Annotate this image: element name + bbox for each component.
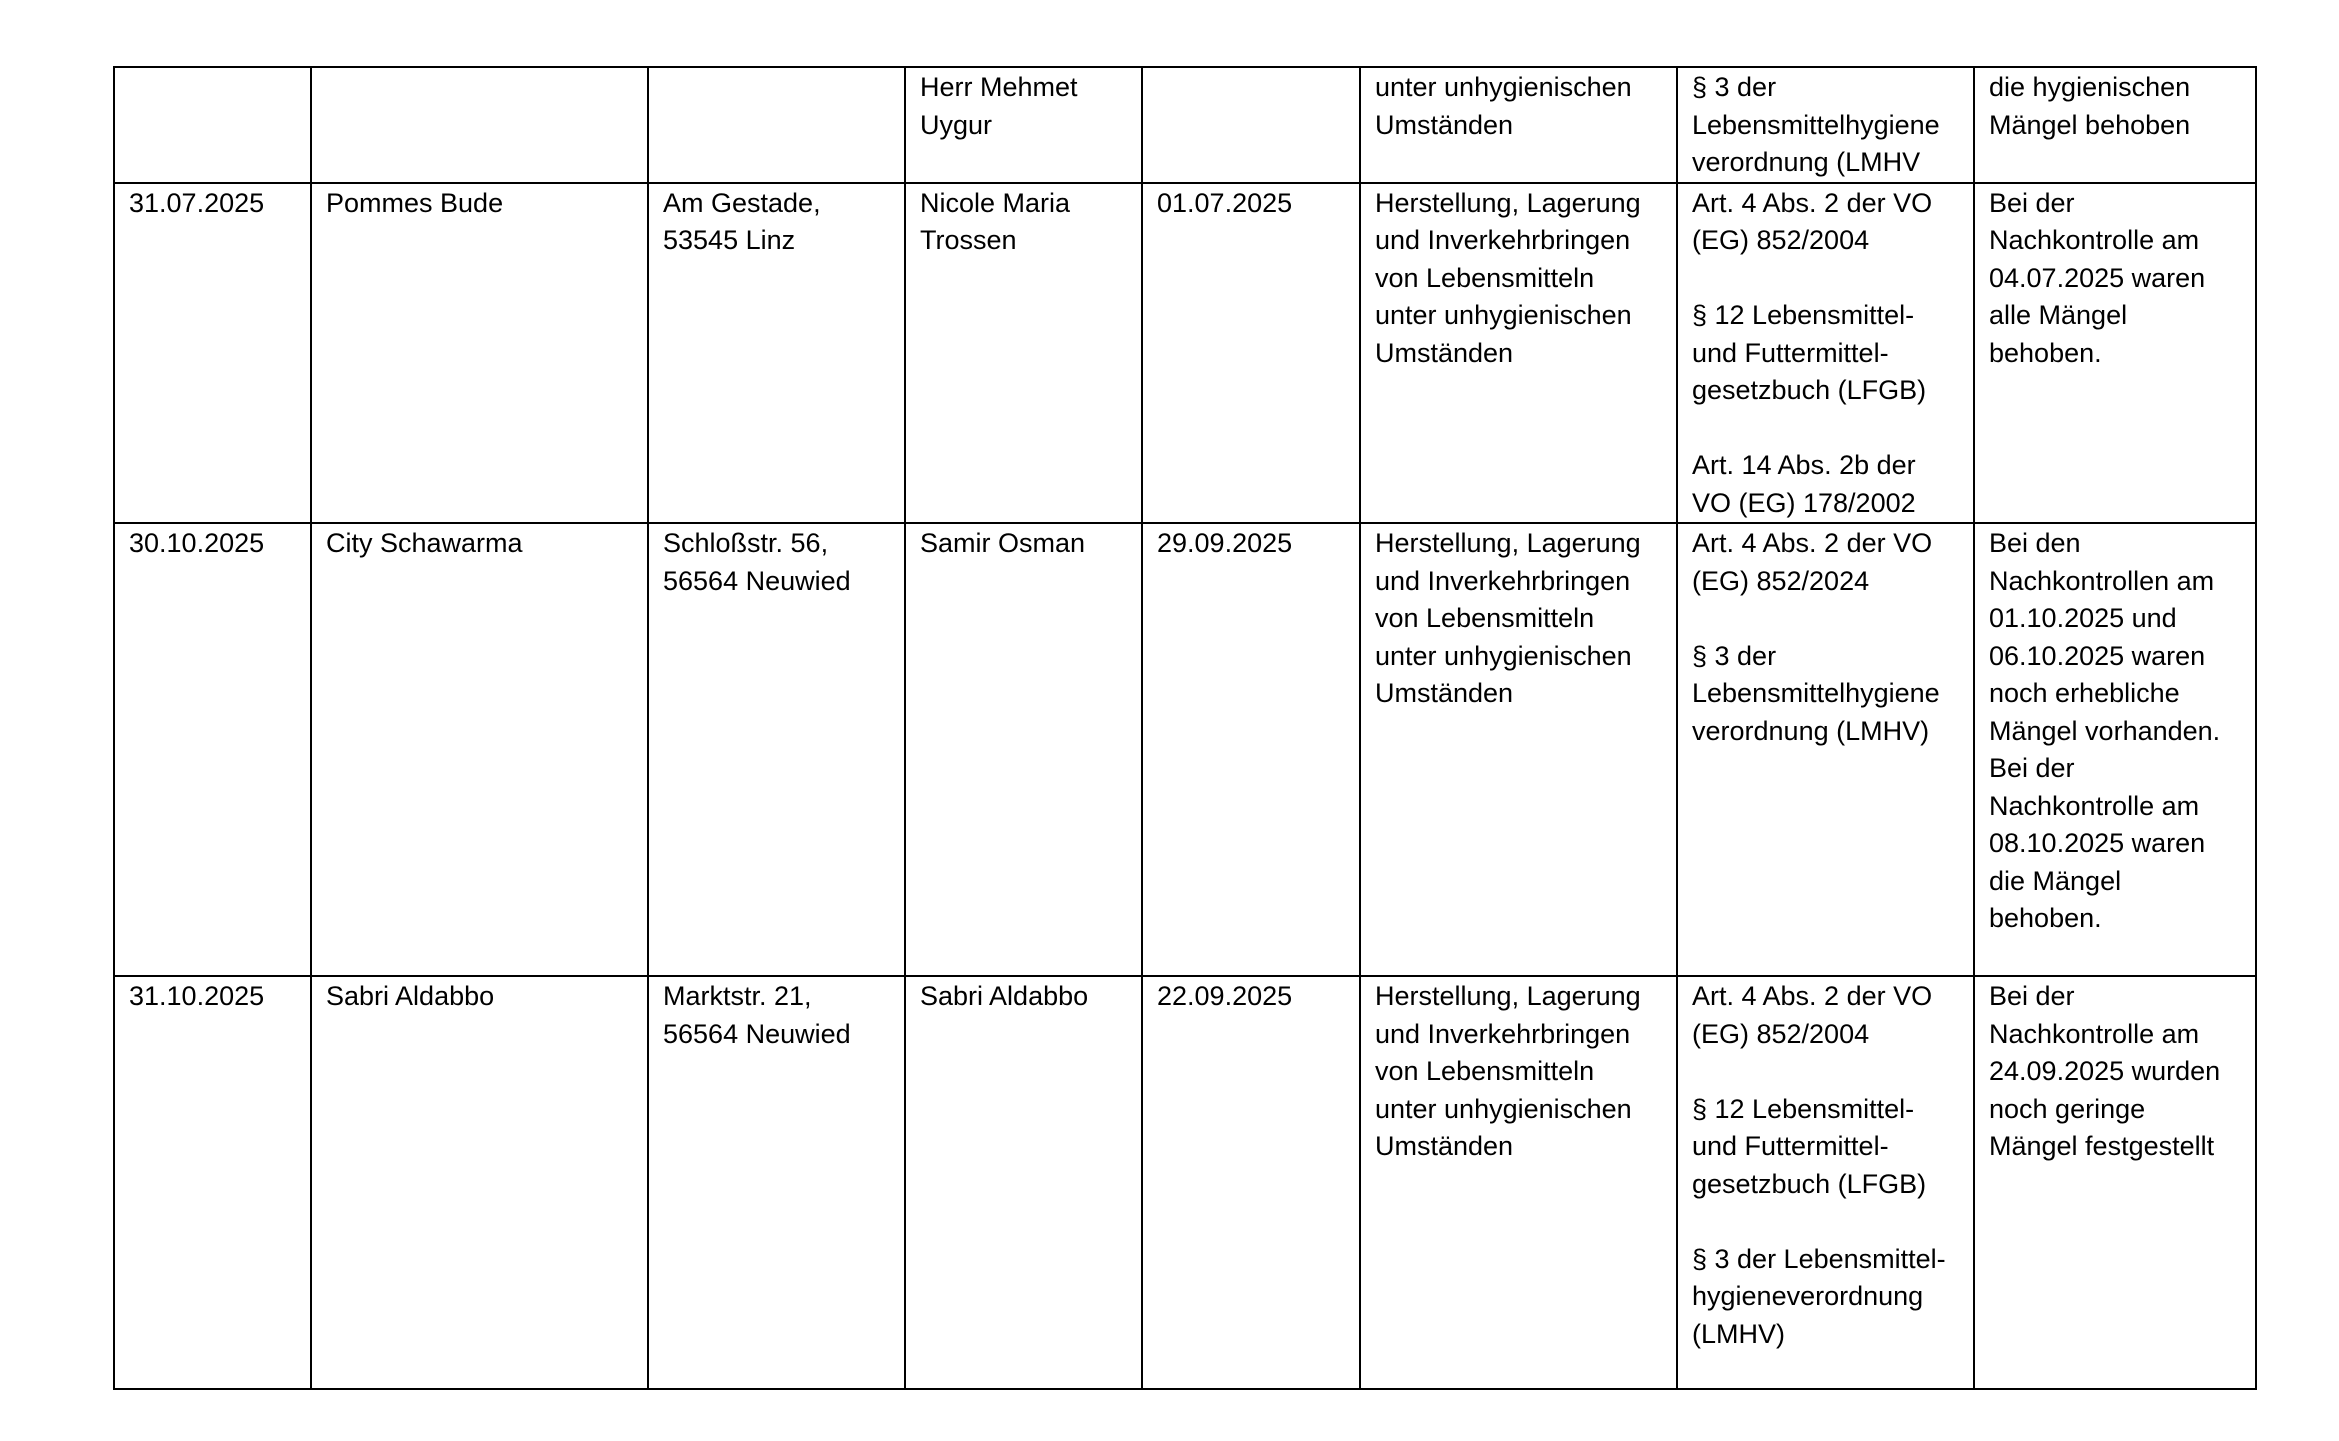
table-body	[114, 67, 2256, 1389]
legal-basis-line: gesetzbuch (LFGB)	[1692, 375, 1927, 405]
remarks-line: 06.10.2025 waren	[1989, 640, 2206, 671]
remarks-line: Nachkontrolle am	[1989, 1018, 2200, 1049]
violation-line: unter unhygienischen	[1375, 1093, 1632, 1124]
violation-line: Herstellung, Lagerung	[1375, 187, 1641, 218]
address-line: 56564 Neuwied	[663, 1018, 851, 1049]
remarks-cell	[1974, 67, 2256, 183]
operator-line: Uygur	[920, 109, 993, 140]
business-cell	[311, 523, 648, 976]
violation-line: von Lebensmitteln	[1375, 603, 1595, 633]
violation-line: Herstellung, Lagerung	[1375, 981, 1641, 1011]
operator-cell	[905, 67, 1142, 183]
date-cell	[114, 67, 311, 183]
table-row	[114, 976, 2256, 1389]
inspection-date-text: 22.09.2025	[1157, 981, 1293, 1011]
inspection-date-cell	[1142, 523, 1360, 976]
paragraph-gap	[1692, 260, 1959, 298]
paragraph-gap	[1692, 1203, 1959, 1241]
legal-basis-line: (LMHV)	[1692, 1318, 1785, 1349]
legal-basis-line: VO (EG) 178/2002	[1692, 487, 1916, 518]
violation-line: von Lebensmitteln	[1375, 1056, 1595, 1086]
inspection-date-text: 29.09.2025	[1157, 528, 1293, 558]
legal-basis-line: Lebensmittelhygiene	[1692, 109, 1940, 140]
remarks-line: Nachkontrolle am	[1989, 790, 2200, 821]
remarks-line: Bei der	[1989, 753, 2075, 783]
legal-basis-cell	[1677, 523, 1974, 976]
address-line: 53545 Linz	[663, 225, 796, 255]
legal-basis-line: (EG) 852/2004	[1692, 1018, 1870, 1049]
business-cell	[311, 976, 648, 1389]
legal-basis-cell	[1677, 67, 1974, 183]
violation-line: Umständen	[1375, 1131, 1514, 1161]
remarks-line: noch geringe	[1989, 1093, 2146, 1124]
legal-basis-line: und Futtermittel-	[1692, 337, 1889, 368]
remarks-line: Mängel behoben	[1989, 109, 2191, 140]
remarks-line: Mängel vorhanden.	[1989, 715, 2221, 746]
legal-basis-line: § 3 der Lebensmittel-	[1692, 1243, 1946, 1274]
legal-basis-line: Art. 4 Abs. 2 der VO	[1692, 981, 1933, 1011]
address-cell	[648, 523, 905, 976]
legal-basis-line: und Futtermittel-	[1692, 1131, 1889, 1161]
operator-line: Herr Mehmet	[920, 72, 1078, 102]
address-line: Schloßstr. 56,	[663, 528, 829, 558]
violation-line: Umständen	[1375, 337, 1514, 368]
legal-basis-line: gesetzbuch (LFGB)	[1692, 1168, 1927, 1199]
operator-line: Trossen	[920, 225, 1017, 255]
remarks-line: Mängel festgestellt	[1989, 1131, 2215, 1161]
remarks-line: alle Mängel	[1989, 300, 2128, 330]
inspection-date-cell	[1142, 976, 1360, 1389]
remarks-line: behoben.	[1989, 337, 2102, 368]
operator-cell	[905, 183, 1142, 524]
violation-line: Umständen	[1375, 678, 1514, 708]
legal-basis-line: Art. 4 Abs. 2 der VO	[1692, 187, 1933, 218]
operator-line: Nicole Maria	[920, 187, 1071, 218]
date-text: 31.10.2025	[129, 981, 265, 1011]
business-name: City Schawarma	[326, 528, 523, 558]
remarks-line: noch erhebliche	[1989, 678, 2180, 708]
violation-line: Umständen	[1375, 109, 1514, 140]
address-line: 56564 Neuwied	[663, 565, 851, 596]
business-cell	[311, 183, 648, 524]
legal-basis-line: (EG) 852/2004	[1692, 225, 1870, 255]
remarks-line: Nachkontrollen am	[1989, 565, 2215, 596]
date-cell	[114, 523, 311, 976]
operator-line: Samir Osman	[920, 528, 1086, 558]
inspection-date-cell	[1142, 183, 1360, 524]
legal-basis-line: § 3 der	[1692, 640, 1777, 671]
date-text: 31.07.2025	[129, 187, 265, 218]
legal-basis-line: Lebensmittelhygiene	[1692, 678, 1940, 708]
violation-line: von Lebensmitteln	[1375, 262, 1595, 293]
date-cell	[114, 976, 311, 1389]
inspection-date-cell	[1142, 67, 1360, 183]
violation-line: und Inverkehrbringen	[1375, 565, 1631, 596]
violation-line: Herstellung, Lagerung	[1375, 528, 1641, 558]
remarks-line: 01.10.2025 und	[1989, 603, 2177, 633]
address-cell	[648, 67, 905, 183]
legal-basis-line: Art. 4 Abs. 2 der VO	[1692, 528, 1933, 558]
business-name: Sabri Aldabbo	[326, 981, 495, 1011]
violation-line: und Inverkehrbringen	[1375, 225, 1631, 255]
remarks-line: 24.09.2025 wurden	[1989, 1056, 2221, 1086]
violation-cell	[1360, 523, 1677, 976]
table-row	[114, 523, 2256, 976]
inspection-date-text: 01.07.2025	[1157, 187, 1293, 218]
legal-basis-line: verordnung (LMHV	[1692, 147, 1921, 177]
violation-line: unter unhygienischen	[1375, 72, 1632, 102]
operator-cell	[905, 976, 1142, 1389]
paragraph-gap	[1692, 600, 1959, 638]
violation-cell	[1360, 976, 1677, 1389]
legal-basis-line: (EG) 852/2024	[1692, 565, 1870, 596]
remarks-line: 08.10.2025 waren	[1989, 828, 2206, 858]
address-line: Marktstr. 21,	[663, 981, 812, 1011]
operator-line: Sabri Aldabbo	[920, 981, 1089, 1011]
violation-line: unter unhygienischen	[1375, 300, 1632, 330]
inspection-table	[113, 66, 2257, 1390]
business-name: Pommes Bude	[326, 187, 504, 218]
table-row	[114, 183, 2256, 524]
remarks-line: behoben.	[1989, 903, 2102, 933]
legal-basis-cell	[1677, 976, 1974, 1389]
legal-basis-line: verordnung (LMHV)	[1692, 715, 1930, 746]
violation-line: und Inverkehrbringen	[1375, 1018, 1631, 1049]
legal-basis-line: § 12 Lebensmittel-	[1692, 1093, 1915, 1124]
remarks-line: Bei der	[1989, 981, 2075, 1011]
legal-basis-cell	[1677, 183, 1974, 524]
violation-line: unter unhygienischen	[1375, 640, 1632, 671]
remarks-line: Bei der	[1989, 187, 2075, 218]
address-cell	[648, 976, 905, 1389]
remarks-line: die hygienischen	[1989, 72, 2191, 102]
date-cell	[114, 183, 311, 524]
legal-basis-line: § 3 der	[1692, 72, 1777, 102]
paragraph-gap	[1692, 410, 1959, 448]
operator-cell	[905, 523, 1142, 976]
remarks-line: die Mängel	[1989, 865, 2122, 896]
remarks-line: 04.07.2025 waren	[1989, 262, 2206, 293]
business-cell	[311, 67, 648, 183]
remarks-cell	[1974, 976, 2256, 1389]
legal-basis-line: Art. 14 Abs. 2b der	[1692, 450, 1916, 480]
legal-basis-line: hygieneverordnung	[1692, 1281, 1924, 1311]
remarks-line: Bei den	[1989, 528, 2081, 558]
violation-cell	[1360, 183, 1677, 524]
address-cell	[648, 183, 905, 524]
address-line: Am Gestade,	[663, 187, 821, 218]
remarks-line: Nachkontrolle am	[1989, 225, 2200, 255]
table-row	[114, 67, 2256, 183]
date-text: 30.10.2025	[129, 528, 265, 558]
violation-cell	[1360, 67, 1677, 183]
remarks-cell	[1974, 183, 2256, 524]
paragraph-gap	[1692, 1053, 1959, 1091]
legal-basis-line: § 12 Lebensmittel-	[1692, 300, 1915, 330]
remarks-cell	[1974, 523, 2256, 976]
